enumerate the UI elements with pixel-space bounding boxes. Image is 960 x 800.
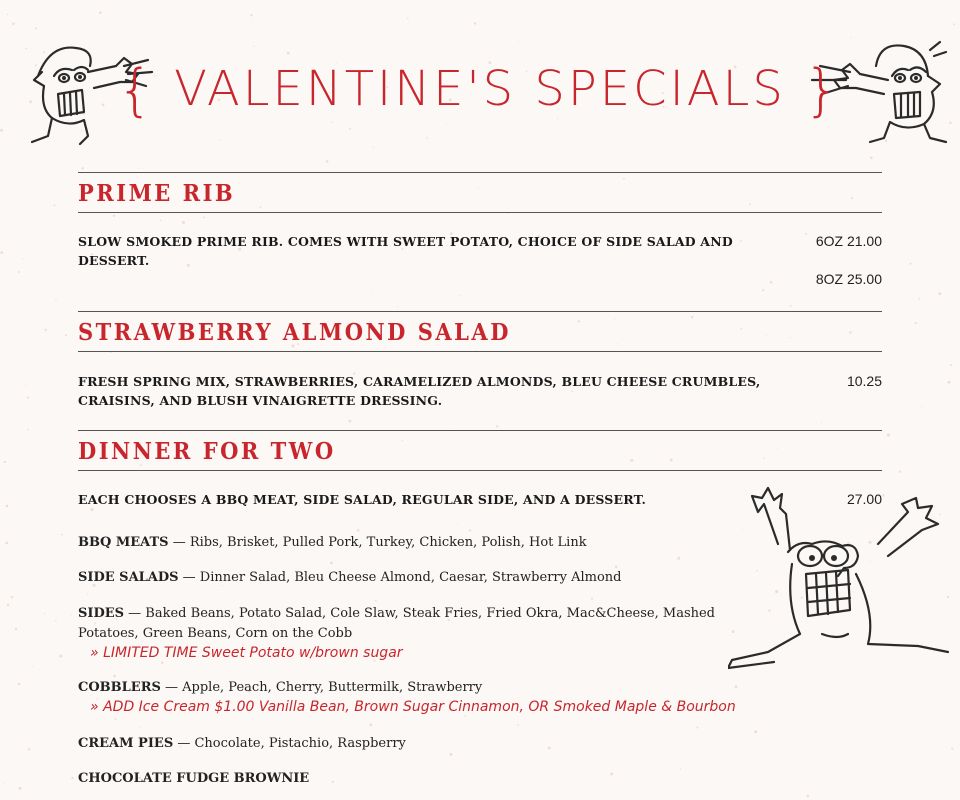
dinner-description: EACH CHOOSES A BBQ MEAT, SIDE SALAD, REGULAR SIDE, AND A DESSERT. — [78, 492, 647, 507]
price-prime-rib-6oz: 6OZ 21.00 — [815, 233, 882, 249]
salad-description-line2: CRAISINS, AND BLUSH VINAIGRETTE DRESSING. — [78, 393, 443, 408]
cobblers-items: — Apple, Peach, Cherry, Buttermilk, Strawberry — [160, 680, 483, 695]
cobblers-line — [78, 678, 482, 698]
section-divider — [78, 470, 882, 471]
page-title — [0, 58, 960, 123]
section-divider — [78, 212, 882, 213]
section-divider — [78, 311, 882, 312]
prime-rib-description — [78, 232, 733, 270]
cream-pies-line — [78, 734, 406, 754]
prime-rib-description-line1: SLOW SMOKED PRIME RIB. COMES WITH SWEET POTATO, CHOICE OF SIDE SALAD AND — [78, 234, 733, 249]
price-dinner: 27.00 — [846, 491, 882, 507]
sides-line — [78, 604, 715, 644]
title-close-brace: } — [804, 58, 843, 123]
section-heading-prime-rib: PRIME RIB — [78, 178, 236, 207]
brownie-label: CHOCOLATE FUDGE BROWNIE — [78, 771, 310, 786]
section-divider — [78, 430, 882, 431]
side-salads-label: SIDE SALADS — [78, 570, 179, 585]
sides-items-line2: Potatoes, Green Beans, Corn on the Cobb — [78, 626, 353, 641]
salad-description-line1: FRESH SPRING MIX, STRAWBERRIES, CARAMELIZED ALMONDS, BLEU CHEESE CRUMBLES, — [78, 374, 761, 389]
side-salads-items: — Dinner Salad, Bleu Cheese Almond, Caesar, Strawberry Almond — [178, 570, 622, 585]
sides-limited-note: » LIMITED TIME Sweet Potato w/brown sugar — [90, 645, 403, 661]
sides-label: SIDES — [78, 606, 125, 621]
cobblers-label: COBBLERS — [78, 680, 161, 695]
prime-rib-description-line2: DESSERT. — [78, 253, 150, 268]
section-divider — [78, 351, 882, 352]
price-prime-rib-8oz: 8OZ 25.00 — [815, 271, 882, 287]
section-heading-salad: STRAWBERRY ALMOND SALAD — [78, 317, 511, 346]
mascot-cheering-icon — [728, 484, 950, 684]
cream-pies-items: — Chocolate, Pistachio, Raspberry — [173, 736, 406, 751]
cobblers-addon-note: » ADD Ice Cream $1.00 Vanilla Bean, Brown Sugar Cinnamon, OR Smoked Maple & Bourbon — [90, 699, 736, 715]
sides-items-line1: — Baked Beans, Potato Salad, Cole Slaw, Steak Fries, Fried Okra, Mac&Cheese, Mashed — [124, 606, 716, 621]
bbq-meats-items: — Ribs, Brisket, Pulled Pork, Turkey, Chicken, Polish, Hot Link — [168, 535, 587, 550]
brownie-line — [78, 769, 309, 789]
section-heading-dinner: DINNER FOR TWO — [78, 436, 336, 465]
title-text: VALENTINE'S SPECIALS — [174, 61, 786, 117]
title-open-brace: { — [117, 58, 156, 123]
side-salads-line — [78, 568, 622, 588]
section-divider — [78, 172, 882, 173]
salad-description — [78, 372, 760, 410]
bbq-meats-line — [78, 533, 587, 553]
bbq-meats-label: BBQ MEATS — [78, 535, 169, 550]
cream-pies-label: CREAM PIES — [78, 736, 174, 751]
price-salad: 10.25 — [846, 373, 882, 389]
